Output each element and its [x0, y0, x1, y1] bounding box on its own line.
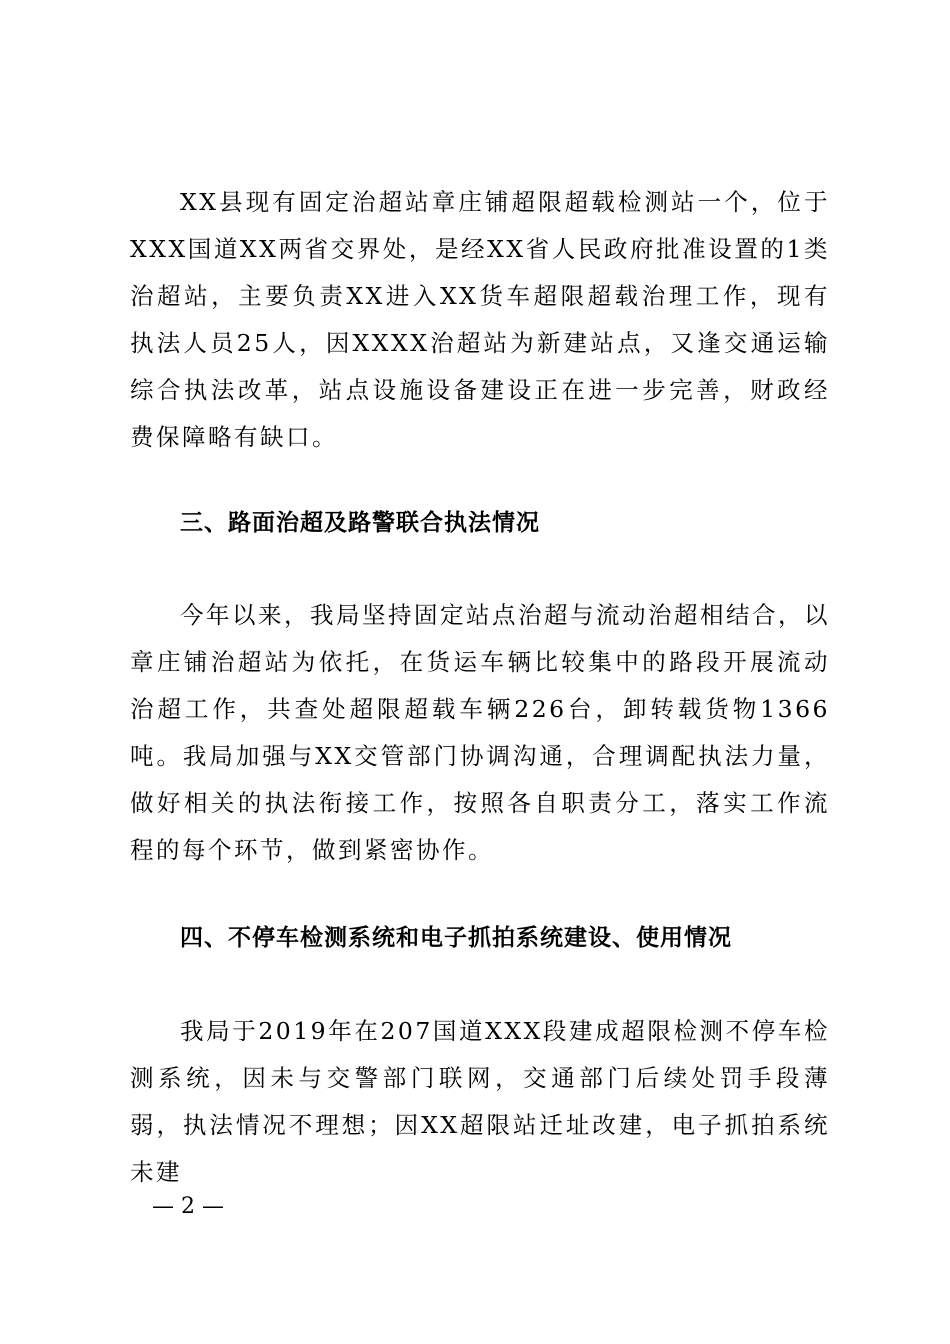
paragraph-detection-system: 我局于2019年在207国道XXX段建成超限检测不停车检测系统，因未与交警部门联网，交通部门后续处罚手段薄弱，执法情况不理想；因XX超限站迁址改建，电子抓拍系统未建 — [130, 1017, 830, 1186]
page-number: — 2 — — [152, 1194, 224, 1219]
paragraph-road-enforcement: 今年以来，我局坚持固定站点治超与流动治超相结合，以章庄铺治超站为依托，在货运车辆比较集中的路段开展流动治超工作，共查处超限超载车辆226台，卸转载货物1366吨。我局加强与XX交管部门协调沟通，合理调配执法力量，做好相关的执法衔接工作，按照各自职责分工，落实工作流程的每个环节，做到紧密协作。 — [130, 601, 830, 864]
paragraph-station-overview: XX县现有固定治超站章庄铺超限超载检测站一个，位于XXX国道XX两省交界处，是经XX省人民政府批准设置的1类治超站，主要负责XX进入XX货车超限超载治理工作，现有执法人员25人，因XXXX治超站为新建站点，又逢交通运输综合执法改革，站点设施设备建设正在进一步完善，财政经费保障略有缺口。 — [130, 188, 830, 451]
section-heading-4: 四、不停车检测系统和电子抓拍系统建设、使用情况 — [180, 925, 732, 951]
section-heading-3: 三、路面治超及路警联合执法情况 — [180, 510, 540, 536]
